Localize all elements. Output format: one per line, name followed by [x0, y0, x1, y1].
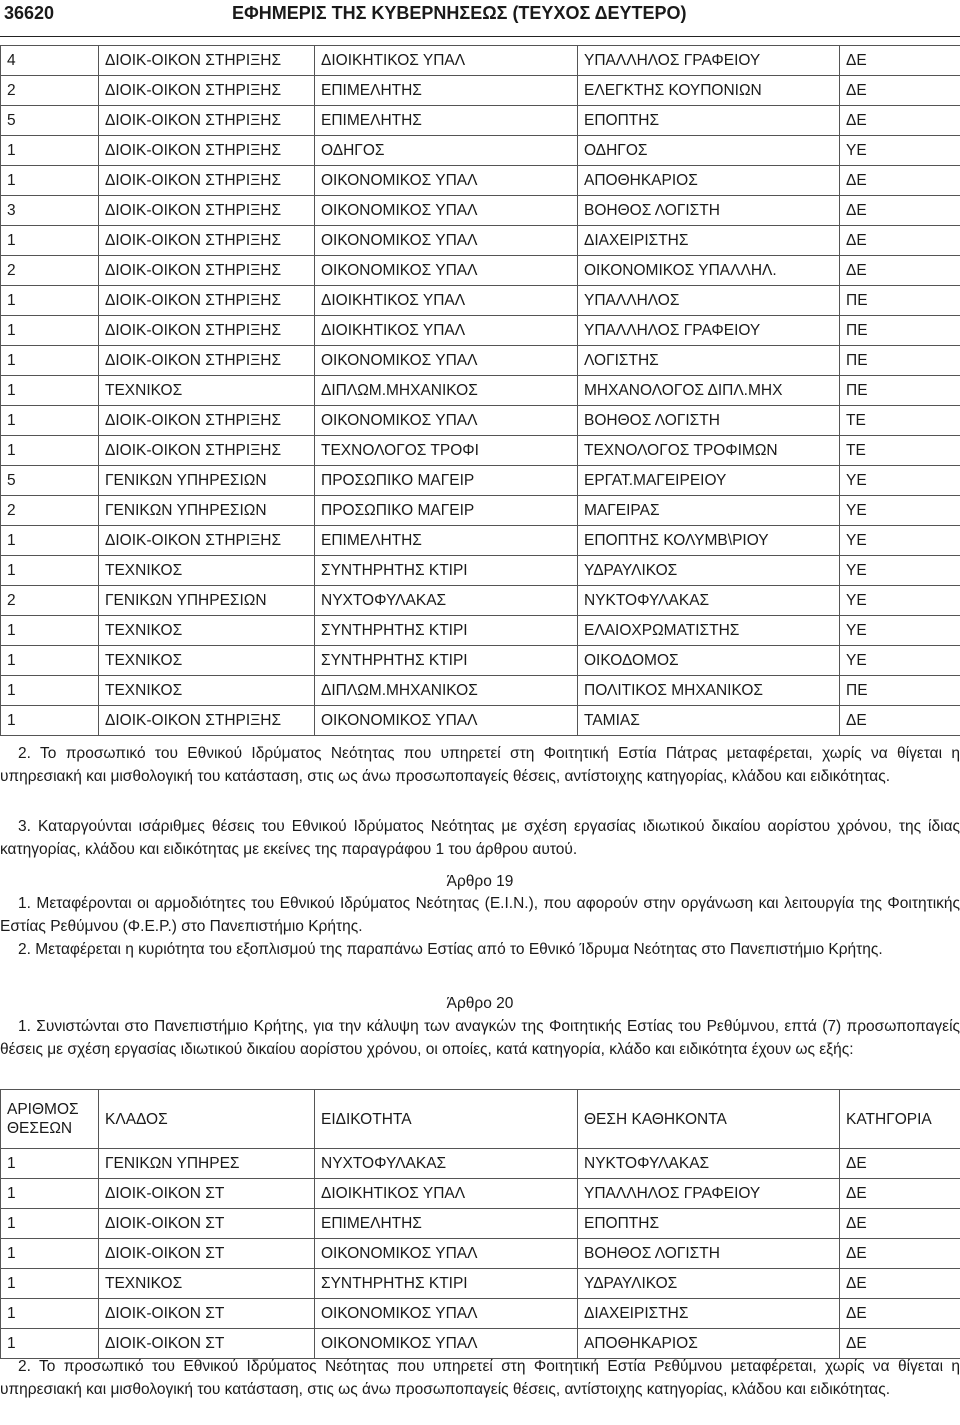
table-row: [1, 706, 960, 736]
table-cell: 1: [1, 226, 99, 256]
table-cell: 1: [1, 1329, 99, 1359]
table-cell: ΔΙΟΙΚ-ΟΙΚΟΝ ΣΤΗΡΙΞΗΣ: [99, 346, 315, 376]
table-cell: 3: [1, 196, 99, 226]
article-19-paragraph-2: 2. Μεταφέρεται η κυριότητα του εξοπλισμού της παραπάνω Εστίας από το Εθνικό Ίδρυμα Νεότητας στο Πανεπιστήμιο Κρήτης.: [18, 941, 883, 958]
table-cell: 5: [1, 466, 99, 496]
table-row: [1, 676, 960, 706]
header-cell: ΚΑΤΗΓΟΡΙΑ: [840, 1090, 960, 1149]
table-cell: ΓΕΝΙΚΩΝ ΥΠΗΡΕΣΙΩΝ: [99, 586, 315, 616]
table-row: [1, 376, 960, 406]
table-cell: 1: [1, 706, 99, 736]
table-cell: ΣΥΝΤΗΡΗΤΗΣ ΚΤΙΡΙ: [315, 556, 578, 586]
article-20-paragraph-1: 1. Συνιστώνται στο Πανεπιστήμιο Κρήτης, για την κάλυψη των αναγκών της Φοιτητικής Εστίας του Ρεθύμνου, επτά (7) προσωποπαγείς θέσεις με σχέση εργασίας ιδιωτικού δικαίου αορίστου χρόνου, οι οποίες, κατά κατηγορία, κλάδο και ειδικότητα έχουν ως εξής:: [0, 1018, 960, 1058]
table-cell: ΤΕΧΝΙΚΟΣ: [99, 556, 315, 586]
table-cell: ΔΕ: [840, 1239, 960, 1269]
table-row: [1, 346, 960, 376]
table-cell: ΟΙΚΟΝΟΜΙΚΟΣ ΥΠΑΛΛΗΛ.: [578, 256, 840, 286]
table-cell: ΥΔΡΑΥΛΙΚΟΣ: [578, 1269, 840, 1299]
table-cell: ΤΕΧΝΙΚΟΣ: [99, 376, 315, 406]
gazette-title: ΕΦΗΜΕΡΙΣ ΤΗΣ ΚΥΒΕΡΝΗΣΕΩΣ (ΤΕΥΧΟΣ ΔΕΥΤΕΡΟ): [232, 3, 687, 23]
table-cell: ΔΙΟΙΚ-ΟΙΚΟΝ ΣΤΗΡΙΞΗΣ: [99, 526, 315, 556]
table-cell: ΟΙΚΟΔΟΜΟΣ: [578, 646, 840, 676]
table-row: [1, 466, 960, 496]
table-cell: 2: [1, 586, 99, 616]
table-cell: ΔΙΟΙΚ-ΟΙΚΟΝ ΣΤΗΡΙΞΗΣ: [99, 226, 315, 256]
table-cell: ΜΗΧΑΝΟΛΟΓΟΣ ΔΙΠΛ.ΜΗΧ: [578, 376, 840, 406]
table-cell: ΛΟΓΙΣΤΗΣ: [578, 346, 840, 376]
table-cell: ΒΟΗΘΟΣ ΛΟΓΙΣΤΗ: [578, 1239, 840, 1269]
table-cell: ΟΙΚΟΝΟΜΙΚΟΣ ΥΠΑΛ: [315, 256, 578, 286]
table-cell: ΔΙΟΙΚΗΤΙΚΟΣ ΥΠΑΛ: [315, 286, 578, 316]
table-cell: 1: [1, 286, 99, 316]
table-cell: ΔΙΟΙΚ-ΟΙΚΟΝ ΣΤΗΡΙΞΗΣ: [99, 256, 315, 286]
table-cell: ΥΕ: [840, 136, 960, 166]
table-cell: 4: [1, 46, 99, 76]
table-row: [1, 526, 960, 556]
table-cell: 2: [1, 76, 99, 106]
table-row: [1, 196, 960, 226]
table-cell: ΥΠΑΛΛΗΛΟΣ: [578, 286, 840, 316]
table-cell: ΠΟΛΙΤΙΚΟΣ ΜΗΧΑΝΙΚΟΣ: [578, 676, 840, 706]
staff-table-1: [0, 45, 960, 736]
table-cell: ΔΙΠΛΩΜ.ΜΗΧΑΝΙΚΟΣ: [315, 376, 578, 406]
header-cell: ΘΕΣΗ ΚΑΘΗΚΟΝΤΑ: [578, 1090, 840, 1149]
table-cell: 1: [1, 556, 99, 586]
table-cell: ΑΠΟΘΗΚΑΡΙΟΣ: [578, 166, 840, 196]
table-cell: 1: [1, 346, 99, 376]
header-cell: ΑΡΙΘΜΟΣ ΘΕΣΕΩΝ: [1, 1090, 99, 1149]
table-cell: ΟΔΗΓΟΣ: [578, 136, 840, 166]
table-cell: ΠΕ: [840, 676, 960, 706]
article-19-heading: Άρθρο 19: [446, 873, 514, 890]
paragraph-2-transfer-patras: 2. Το προσωπικό του Εθνικού Ιδρύματος Νεότητας που υπηρετεί στη Φοιτητική Εστία Πάτρας μεταφέρεται, χωρίς να θίγεται η υπηρεσιακή και μισθολογική του κατάσταση, στις ως άνω προσωποπαγείς θέσεις, αντίστοιχης κατηγορίας, κλάδου και ειδικότητας.: [0, 745, 960, 785]
table-cell: 1: [1, 316, 99, 346]
table-cell: ΟΙΚΟΝΟΜΙΚΟΣ ΥΠΑΛ: [315, 1239, 578, 1269]
page-number: 36620: [4, 3, 55, 23]
table-cell: 1: [1, 406, 99, 436]
table-row: [1, 76, 960, 106]
table-cell: ΔΙΟΙΚ-ΟΙΚΟΝ ΣΤ: [99, 1179, 315, 1209]
table-cell: ΔΙΟΙΚ-ΟΙΚΟΝ ΣΤΗΡΙΞΗΣ: [99, 46, 315, 76]
table-cell: ΜΑΓΕΙΡΑΣ: [578, 496, 840, 526]
table-cell: ΔΙΠΛΩΜ.ΜΗΧΑΝΙΚΟΣ: [315, 676, 578, 706]
table-row: [1, 46, 960, 76]
table-cell: ΕΠΙΜΕΛΗΤΗΣ: [315, 1209, 578, 1239]
table-row: [1, 1269, 960, 1299]
table-cell: ΔΙΟΙΚ-ΟΙΚΟΝ ΣΤΗΡΙΞΗΣ: [99, 196, 315, 226]
table-cell: 1: [1, 436, 99, 466]
table-row: [1, 1329, 960, 1359]
staff-table-2: [0, 1089, 960, 1359]
table-cell: ΥΕ: [840, 496, 960, 526]
table-cell: ΔΙΟΙΚ-ΟΙΚΟΝ ΣΤΗΡΙΞΗΣ: [99, 706, 315, 736]
table-cell: ΠΡΟΣΩΠΙΚΟ ΜΑΓΕΙΡ: [315, 496, 578, 526]
table-cell: ΤΕΧΝΟΛΟΓΟΣ ΤΡΟΦΙΜΩΝ: [578, 436, 840, 466]
table-cell: ΟΙΚΟΝΟΜΙΚΟΣ ΥΠΑΛ: [315, 226, 578, 256]
table-cell: ΤΕΧΝΙΚΟΣ: [99, 646, 315, 676]
table-cell: ΣΥΝΤΗΡΗΤΗΣ ΚΤΙΡΙ: [315, 646, 578, 676]
table-cell: ΔΕ: [840, 1179, 960, 1209]
table-cell: 1: [1, 136, 99, 166]
table-cell: ΕΛΑΙΟΧΡΩΜΑΤΙΣΤΗΣ: [578, 616, 840, 646]
table-cell: ΥΕ: [840, 646, 960, 676]
header-cell: ΚΛΑΔΟΣ: [99, 1090, 315, 1149]
table-cell: 1: [1, 526, 99, 556]
table-cell: ΓΕΝΙΚΩΝ ΥΠΗΡΕΣ: [99, 1149, 315, 1179]
table-cell: ΔΙΟΙΚ-ΟΙΚΟΝ ΣΤ: [99, 1209, 315, 1239]
table-cell: ΔΕ: [840, 1209, 960, 1239]
table-cell: 2: [1, 256, 99, 286]
table-cell: ΝΥΧΤΟΦΥΛΑΚΑΣ: [315, 1149, 578, 1179]
table-cell: ΕΠΟΠΤΗΣ: [578, 1209, 840, 1239]
table-row: [1, 556, 960, 586]
table-cell: ΓΕΝΙΚΩΝ ΥΠΗΡΕΣΙΩΝ: [99, 496, 315, 526]
table-cell: 1: [1, 616, 99, 646]
table-cell: ΔΙΟΙΚ-ΟΙΚΟΝ ΣΤΗΡΙΞΗΣ: [99, 286, 315, 316]
header-cell: ΕΙΔΙΚΟΤΗΤΑ: [315, 1090, 578, 1149]
table-cell: ΑΠΟΘΗΚΑΡΙΟΣ: [578, 1329, 840, 1359]
table-cell: 1: [1, 1179, 99, 1209]
table-cell: 1: [1, 166, 99, 196]
table-cell: ΕΠΟΠΤΗΣ ΚΟΛΥΜΒ\ΡΙΟΥ: [578, 526, 840, 556]
header-rule: [0, 36, 960, 37]
table-row: [1, 496, 960, 526]
table-cell: ΔΙΟΙΚ-ΟΙΚΟΝ ΣΤΗΡΙΞΗΣ: [99, 316, 315, 346]
table-header-row: [1, 1090, 960, 1149]
table-cell: 1: [1, 1149, 99, 1179]
table-cell: ΟΙΚΟΝΟΜΙΚΟΣ ΥΠΑΛ: [315, 406, 578, 436]
table-cell: ΕΠΙΜΕΛΗΤΗΣ: [315, 76, 578, 106]
table-cell: ΔΙΟΙΚ-ΟΙΚΟΝ ΣΤΗΡΙΞΗΣ: [99, 76, 315, 106]
table-cell: ΔΙΟΙΚ-ΟΙΚΟΝ ΣΤΗΡΙΞΗΣ: [99, 136, 315, 166]
table-row: [1, 586, 960, 616]
table-cell: ΔΕ: [840, 1329, 960, 1359]
table-cell: 1: [1, 1269, 99, 1299]
table-cell: ΟΙΚΟΝΟΜΙΚΟΣ ΥΠΑΛ: [315, 166, 578, 196]
table-cell: ΔΕ: [840, 166, 960, 196]
table-cell: ΟΙΚΟΝΟΜΙΚΟΣ ΥΠΑΛ: [315, 346, 578, 376]
table-cell: ΔΕ: [840, 1269, 960, 1299]
table-cell: ΔΙΑΧΕΙΡΙΣΤΗΣ: [578, 226, 840, 256]
table-row: [1, 256, 960, 286]
table-cell: ΟΙΚΟΝΟΜΙΚΟΣ ΥΠΑΛ: [315, 706, 578, 736]
table-cell: ΔΙΟΙΚ-ΟΙΚΟΝ ΣΤ: [99, 1239, 315, 1269]
table-cell: ΥΕ: [840, 586, 960, 616]
table-cell: ΕΡΓΑΤ.ΜΑΓΕΙΡΕΙΟΥ: [578, 466, 840, 496]
table-cell: 1: [1, 1299, 99, 1329]
table-cell: ΔΕ: [840, 706, 960, 736]
table-cell: ΕΠΙΜΕΛΗΤΗΣ: [315, 106, 578, 136]
table-cell: 1: [1, 1209, 99, 1239]
table-cell: ΟΙΚΟΝΟΜΙΚΟΣ ΥΠΑΛ: [315, 1299, 578, 1329]
table-cell: ΔΙΟΙΚΗΤΙΚΟΣ ΥΠΑΛ: [315, 1179, 578, 1209]
table-cell: ΠΕ: [840, 376, 960, 406]
table-row: [1, 136, 960, 166]
table-cell: ΔΕ: [840, 226, 960, 256]
table-row: [1, 646, 960, 676]
table-row: [1, 166, 960, 196]
table-cell: ΕΛΕΓΚΤΗΣ ΚΟΥΠΟΝΙΩΝ: [578, 76, 840, 106]
table-cell: ΣΥΝΤΗΡΗΤΗΣ ΚΤΙΡΙ: [315, 616, 578, 646]
table-cell: ΤΕΧΝΙΚΟΣ: [99, 616, 315, 646]
page-header: [0, 0, 960, 28]
table-cell: ΤΕΧΝΙΚΟΣ: [99, 676, 315, 706]
table-cell: ΤΕ: [840, 406, 960, 436]
table-cell: ΔΕ: [840, 1149, 960, 1179]
table-row: [1, 106, 960, 136]
table-cell: ΔΕ: [840, 106, 960, 136]
table-row: [1, 1239, 960, 1269]
table-cell: ΤΕΧΝΙΚΟΣ: [99, 1269, 315, 1299]
table-cell: ΔΙΑΧΕΙΡΙΣΤΗΣ: [578, 1299, 840, 1329]
table-cell: ΒΟΗΘΟΣ ΛΟΓΙΣΤΗ: [578, 406, 840, 436]
table-cell: ΝΥΚΤΟΦΥΛΑΚΑΣ: [578, 1149, 840, 1179]
table-cell: ΔΙΟΙΚ-ΟΙΚΟΝ ΣΤ: [99, 1299, 315, 1329]
table-cell: ΥΔΡΑΥΛΙΚΟΣ: [578, 556, 840, 586]
article-20-heading: Άρθρο 20: [446, 995, 514, 1012]
table-cell: ΔΕ: [840, 76, 960, 106]
table-cell: ΤΕΧΝΟΛΟΓΟΣ ΤΡΟΦΙ: [315, 436, 578, 466]
table-cell: ΥΕ: [840, 526, 960, 556]
table-row: [1, 286, 960, 316]
table-cell: ΥΕ: [840, 466, 960, 496]
table-row: [1, 1149, 960, 1179]
table-row: [1, 1179, 960, 1209]
table-cell: ΥΠΑΛΛΗΛΟΣ ΓΡΑΦΕΙΟΥ: [578, 1179, 840, 1209]
table-cell: 2: [1, 496, 99, 526]
table-cell: 1: [1, 676, 99, 706]
table-cell: ΔΙΟΙΚΗΤΙΚΟΣ ΥΠΑΛ: [315, 46, 578, 76]
table-cell: ΔΕ: [840, 46, 960, 76]
table-cell: ΒΟΗΘΟΣ ΛΟΓΙΣΤΗ: [578, 196, 840, 226]
table-cell: ΥΠΑΛΛΗΛΟΣ ΓΡΑΦΕΙΟΥ: [578, 316, 840, 346]
table-row: [1, 616, 960, 646]
table-cell: 1: [1, 1239, 99, 1269]
table-cell: ΔΙΟΙΚ-ΟΙΚΟΝ ΣΤΗΡΙΞΗΣ: [99, 436, 315, 466]
table-cell: ΔΕ: [840, 1299, 960, 1329]
table-cell: ΠΕ: [840, 346, 960, 376]
table-cell: ΤΑΜΙΑΣ: [578, 706, 840, 736]
table-cell: 5: [1, 106, 99, 136]
table-row: [1, 316, 960, 346]
table-cell: ΕΠΙΜΕΛΗΤΗΣ: [315, 526, 578, 556]
table-cell: ΠΡΟΣΩΠΙΚΟ ΜΑΓΕΙΡ: [315, 466, 578, 496]
table-cell: ΟΙΚΟΝΟΜΙΚΟΣ ΥΠΑΛ: [315, 196, 578, 226]
table-cell: ΟΔΗΓΟΣ: [315, 136, 578, 166]
article-19-paragraph-1: 1. Μεταφέρονται οι αρμοδιότητες του Εθνικού Ιδρύματος Νεότητας (Ε.Ι.Ν.), που αφορούν στην οργάνωση και λειτουργία της Φοιτητικής Εστίας Ρεθύμνου (Φ.Ε.Ρ.) στο Πανεπιστήμιο Κρήτης.: [0, 895, 960, 935]
table-cell: ΥΠΑΛΛΗΛΟΣ ΓΡΑΦΕΙΟΥ: [578, 46, 840, 76]
table-cell: ΟΙΚΟΝΟΜΙΚΟΣ ΥΠΑΛ: [315, 1329, 578, 1359]
table-cell: ΔΕ: [840, 256, 960, 286]
table-cell: ΣΥΝΤΗΡΗΤΗΣ ΚΤΙΡΙ: [315, 1269, 578, 1299]
table-cell: ΔΕ: [840, 196, 960, 226]
table-cell: ΔΙΟΙΚ-ΟΙΚΟΝ ΣΤΗΡΙΞΗΣ: [99, 406, 315, 436]
table-row: [1, 1209, 960, 1239]
table-cell: ΠΕ: [840, 316, 960, 346]
table-cell: ΔΙΟΙΚ-ΟΙΚΟΝ ΣΤΗΡΙΞΗΣ: [99, 166, 315, 196]
table-cell: ΝΥΚΤΟΦΥΛΑΚΑΣ: [578, 586, 840, 616]
table-cell: ΠΕ: [840, 286, 960, 316]
paragraph-3-abolish-positions: 3. Καταργούνται ισάριθμες θέσεις του Εθνικού Ιδρύματος Νεότητας με σχέση εργασίας ιδιωτικού δικαίου αορίστου χρόνου, της ίδιας κατηγορίας, κλάδου και ειδικότητας με εκείνες της παραγράφου 1 του άρθρου αυτού.: [0, 818, 960, 858]
table-cell: 1: [1, 646, 99, 676]
article-20-paragraph-2: 2. Το προσωπικό του Εθνικού Ιδρύματος Νεότητας που υπηρετεί στη Φοιτητική Εστία Ρεθύμνου μεταφέρεται, χωρίς να θίγεται η υπηρεσιακή και μισθολογική του κατάσταση, στις ως άνω προσωποπαγείς θέσεις, αντίστοιχης κατηγορίας, κλάδου και ειδικότητας.: [0, 1358, 960, 1398]
table-cell: ΔΙΟΙΚ-ΟΙΚΟΝ ΣΤΗΡΙΞΗΣ: [99, 106, 315, 136]
table-cell: ΕΠΟΠΤΗΣ: [578, 106, 840, 136]
table-cell: ΔΙΟΙΚΗΤΙΚΟΣ ΥΠΑΛ: [315, 316, 578, 346]
table-row: [1, 406, 960, 436]
table-cell: ΔΙΟΙΚ-ΟΙΚΟΝ ΣΤ: [99, 1329, 315, 1359]
table-cell: ΥΕ: [840, 616, 960, 646]
table-cell: ΝΥΧΤΟΦΥΛΑΚΑΣ: [315, 586, 578, 616]
table-cell: ΓΕΝΙΚΩΝ ΥΠΗΡΕΣΙΩΝ: [99, 466, 315, 496]
table-row: [1, 436, 960, 466]
table-row: [1, 1299, 960, 1329]
table-row: [1, 226, 960, 256]
table-cell: ΤΕ: [840, 436, 960, 466]
table-cell: 1: [1, 376, 99, 406]
table-cell: ΥΕ: [840, 556, 960, 586]
